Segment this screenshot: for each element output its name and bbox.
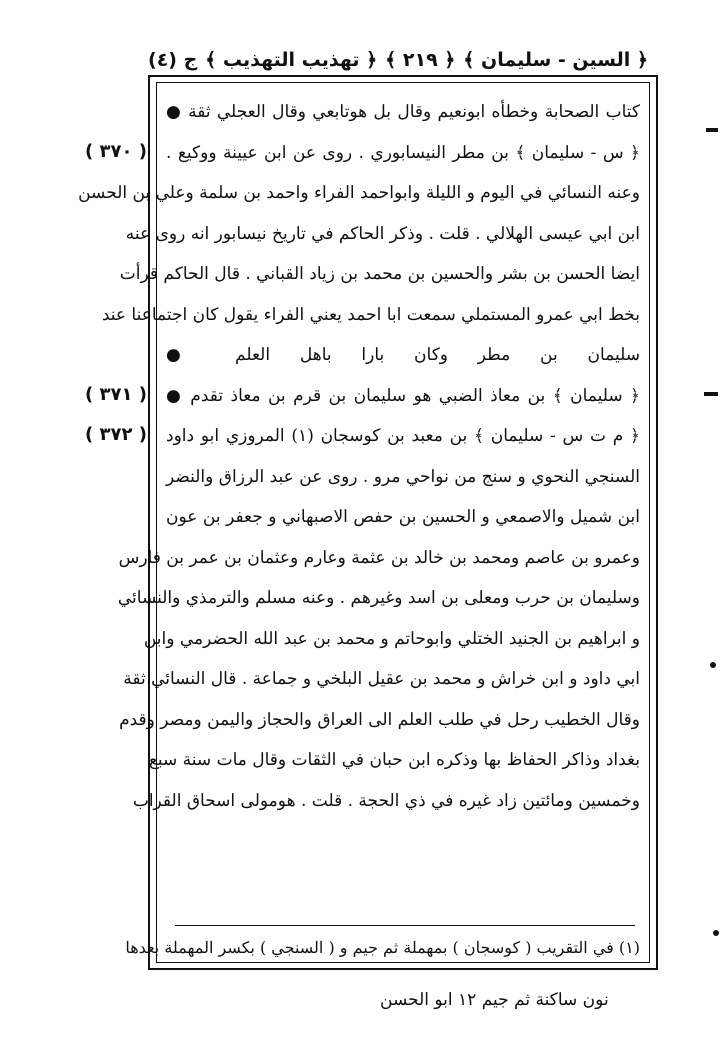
binding-mark [713,930,719,936]
text-line: ابي داود و ابن خراش و محمد بن عقيل البلخي و جماعة . قال النسائي ثقة [123,669,640,689]
text-line: وعنه النسائي في اليوم و الليلة وابواحمد الفراء واحمد بن سلمة وعلي بن الحسن [78,183,640,203]
text-line: ﴿ سليمان ﴾ بن معاذ الضبي هو سليمان بن قرم بن معاذ تقدم ● [166,385,640,406]
text-line: ﴿ م ت س - سليمان ﴾ بن معبد بن كوسجان (١) المروزي ابو داود [166,426,640,446]
footnote: (١) في التقريب ( كوسجان ) بمهملة ثم جيم و ( السنجي ) بكسر المهملة بعدها [125,938,640,957]
binding-mark [710,662,716,668]
header-section: ﴿ السين - سليمان ﴾ [463,49,648,71]
page-header [148,40,648,80]
entry-number: ( ٣٧١ ) [85,383,147,405]
text-line: وقال الخطيب رحل في طلب العلم الى العراق والحجاز واليمن ومصر وقدم [119,709,640,730]
text-line: بغداد وذاكر الحفاظ بها وذكره ابن حبان في الثقات وقال مات سنة سبع [148,750,640,770]
text-line: ﴿ س - سليمان ﴾ بن مطر النيسابوري . روى عن ابن عيينة ووكيع . [166,142,640,163]
entry-number: ( ٣٧٠ ) [85,140,147,162]
text-line: ابن ابي عيسى الهلالي . قلت . وذكر الحاكم في تاريخ نيسابور انه روى عنه [125,223,640,244]
text-line: بخط ابي عمرو المستملي سمعت ابا احمد يعني الفراء يقول كان اجتماعنا عند [101,304,640,325]
header-volume: ج (٤) [148,49,198,71]
header-book-title: ﴿ تهذيب التهذيب ﴾ [205,49,378,71]
text-line: ايضا الحسن بن بشر والحسين بن محمد بن زياد القباني . قال الحاكم قرأت [119,264,640,284]
entry-number: ( ٣٧٢ ) [85,424,147,445]
text-line: وخمسين ومائتين زاد غيره في ذي الحجة . قلت . هومولى اسحاق القراب [132,790,640,811]
text-line: وعمرو بن عاصم ومحمد بن خالد بن عثمة وعارم وعثمان بن عمر بن فارس [118,547,640,568]
text-line: السنجي النحوي و سنج من نواحي مرو . روى عن عبد الرزاق والنضر [166,466,640,487]
text-line: كتاب الصحابة وخطأه ابونعيم وقال بل هوتابعي وقال العجلي ثقة ● [166,102,640,122]
header-page-number: ﴿ ٢١٩ ﴾ [385,49,456,71]
footnote-separator [175,925,635,926]
text-line: وسليمان بن حرب ومعلى بن اسد وغيرهم . وعنه مسلم والترمذي والنسائي [117,588,640,608]
binding-mark [706,128,718,132]
text-line: و ابراهيم بن الجنيد الختلي وابوحاتم و محمد بن عبد الله الحضرمي وابن [143,628,640,649]
text-line: سليمان بن مطر وكان بارا باهل العلم ● [166,345,640,365]
catchword: نون ساكنة ثم جيم ١٢ ابو الحسن [380,990,609,1010]
binding-mark [704,392,718,396]
text-line: ابن شميل والاصمعي و الحسين بن حفص الاصبهاني و جعفر بن عون [166,507,640,527]
